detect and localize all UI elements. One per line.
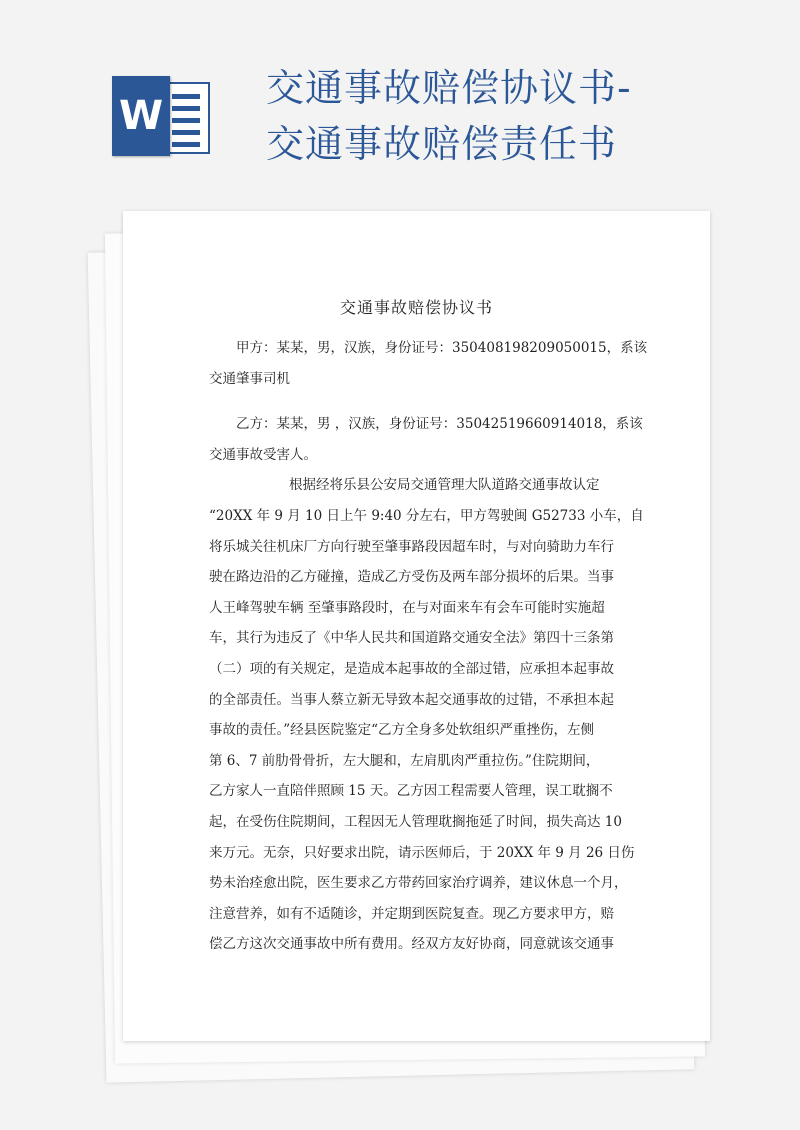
body-line: 车，其行为违反了《中华人民共和国道路交通安全法》第四十三条第 (209, 630, 614, 647)
body-line: （二）项的有关规定，是造成本起事故的全部过错，应承担本起事故 (209, 660, 614, 677)
body-line: 驶在路边沿的乙方碰撞，造成乙方受伤及两车部分损坏的后果。当事 (209, 569, 614, 586)
document-title: 交通事故赔偿协议书 (339, 298, 493, 317)
page-title-line-1: 交通事故赔偿协议书- (266, 66, 632, 110)
word-w-badge: W (112, 76, 170, 156)
body-line: 偿乙方这次交通事故中所有费用。经双方友好协商，同意就该交通事 (209, 936, 614, 953)
document-body (209, 333, 648, 960)
body-line: 来万元。无奈，只好要求出院，请示医师后，于 20XX 年 9 月 26 日伤 (209, 844, 635, 861)
body-line: 注意营养，如有不适随诊，并定期到医院复查。现乙方要求甲方，赔 (209, 905, 614, 922)
page-title (266, 60, 786, 172)
body-line: 乙方家人一直陪伴照顾 15 天。乙方因工程需要人管理，误工耽搁不 (209, 783, 613, 800)
body-line: 人王峰驾驶车辆 至肇事路段时，在与对面来车有会车可能时实施超 (209, 599, 605, 616)
body-line: 将乐城关往机床厂方向行驶至肇事路段因超车时，与对向骑助力车行 (209, 538, 614, 555)
word-document-icon (112, 76, 212, 156)
page-title-line-2: 交通事故赔偿责任书 (266, 122, 618, 166)
party-b-line: 交通事故受害人。 (209, 446, 317, 463)
document-page (123, 211, 710, 1041)
body-line: 第 6、7 前肋骨骨折，左大腿和，左肩肌肉严重拉伤。”住院期间， (209, 752, 600, 769)
body-line: 的全部责任。当事人蔡立新无导致本起交通事故的过错，不承担本起 (209, 691, 614, 708)
body-line: 事故的责任。”经县医院鉴定“乙方全身多处软组织严重挫伤，左侧 (209, 722, 595, 739)
body-line: “20XX 年 9 月 10 日上午 9:40 分左右，甲方驾驶闽 G52733 小车，自 (209, 507, 644, 524)
party-a-line: 甲方：某某，男，汉族，身份证号：350408198209050015，系该 (236, 340, 648, 356)
party-a-line: 交通肇事司机 (209, 370, 290, 387)
body-line: 势未治痊愈出院，医生要求乙方带药回家治疗调养，建议休息一个月， (209, 875, 628, 892)
body-line: 起，在受伤住院期间，工程因无人管理耽搁拖延了时间，损失高达 10 (209, 813, 622, 830)
party-b-line: 乙方：某某，男 ，汉族，身份证号：35042519660914018，系该 (236, 416, 643, 433)
body-line: 根据经将乐县公安局交通管理大队道路交通事故认定 (289, 477, 600, 494)
